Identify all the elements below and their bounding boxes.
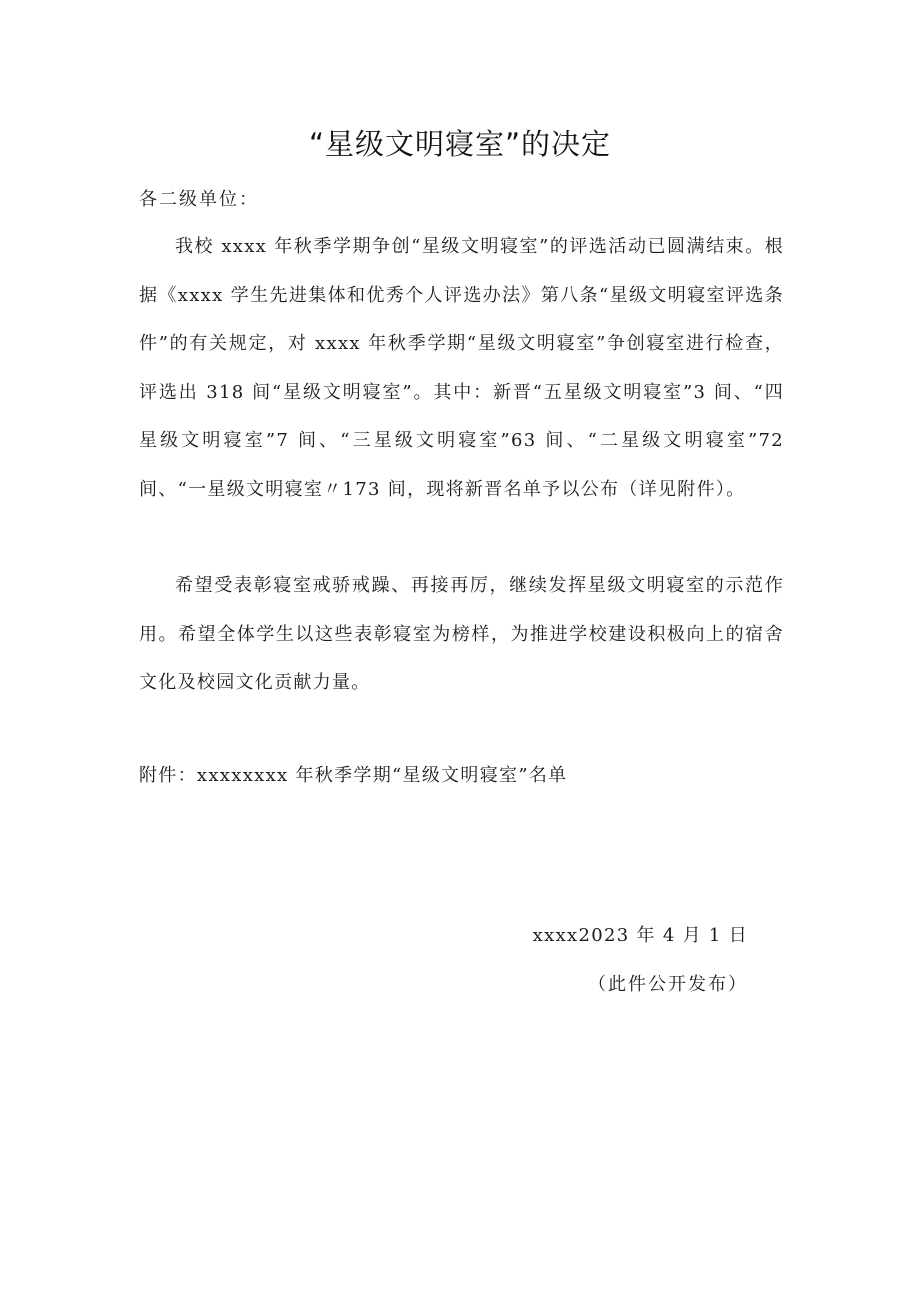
body-paragraph-2: 希望受表彰寝室戒骄戒躁、再接再厉，继续发挥星级文明寝室的示范作用。希望全体学生以这些表彰寝室为榜样，为推进学校建设积极向上的宿舍文化及校园文化贡献力量。 bbox=[139, 575, 784, 693]
publication-note: （此件公开发布） bbox=[588, 974, 748, 995]
document-title: “星级文明寝室”的决定 bbox=[308, 127, 612, 161]
body-paragraph-1: 我校 xxxx 年秋季学期争创“星级文明寝室”的评选活动已圆满结束。根据《xxxx 学生先进集体和优秀个人评选办法》第八条“星级文明寝室评选条件”的有关规定，对 xxxx 年秋季学期“星级文明寝室”争创寝室进行检查，评选出 318 间“星级文明寝室”。其中：新晋“五星级文明寝室”3 间、“四星级文明寝室”7 间、“三星级文明寝室”63 间、“二星级文明寝室”72 间、“一星级文明寝室〃173 间，现将新晋名单予以公布（详见附件）。 bbox=[139, 236, 784, 500]
attachment-line: 附件：xxxxxxxx 年秋季学期“星级文明寝室”名单 bbox=[139, 765, 568, 786]
issue-date: xxxx2023 年 4 月 1 日 bbox=[532, 925, 748, 946]
salutation: 各二级单位： bbox=[139, 189, 259, 210]
